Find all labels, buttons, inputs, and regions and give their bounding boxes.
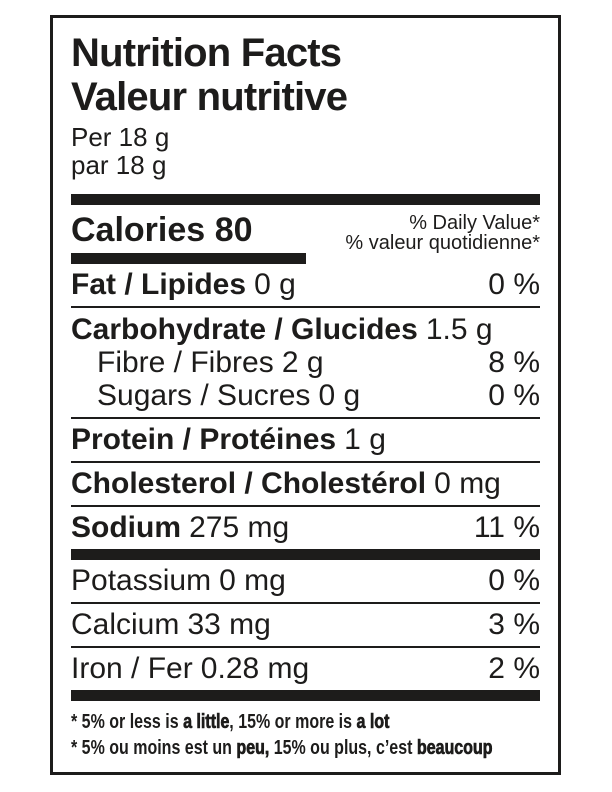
nutrient-row-sugars: [71, 379, 540, 412]
nutrient-amount: 2 g: [281, 346, 324, 379]
serving-size: [71, 123, 540, 179]
calories-row: [71, 211, 540, 253]
footnote-en-a-lot: a lot: [356, 711, 390, 733]
nutrient-amount: 0 g: [318, 379, 361, 412]
footnote-fr-peu: peu,: [236, 737, 270, 759]
title-fr: Valeur nutritive: [71, 75, 348, 119]
nutrient-name: Calcium: [71, 608, 180, 641]
footnote-en-a-little: a little: [183, 711, 230, 733]
nutrient-row-sodium: [71, 507, 540, 549]
nutrient-amount: 0.28 mg: [200, 652, 310, 685]
divider-thick-bottom: [71, 690, 540, 701]
nutrient-row-potassium: [71, 560, 540, 602]
nutrient-amount: 275 mg: [189, 511, 290, 544]
nutrient-dv: 0 %: [488, 268, 540, 301]
nutrient-row-protein: [71, 419, 540, 461]
serving-en: Per 18 g: [71, 122, 170, 152]
nutrient-name: Potassium: [71, 564, 212, 597]
calories-value: 80: [214, 211, 253, 249]
daily-value-header-fr: % valeur quotidienne*: [345, 232, 540, 254]
nutrient-amount: 0 mg: [219, 564, 286, 597]
serving-fr: par 18 g: [71, 150, 167, 180]
title-en: Nutrition Facts: [71, 31, 342, 75]
nutrient-row-fat: [71, 264, 540, 306]
divider-thick-middle: [71, 549, 540, 560]
footnote-en: [71, 709, 446, 735]
footnote-fr: [71, 735, 493, 761]
daily-value-header: [345, 213, 540, 253]
calories-label: Calories: [71, 211, 206, 249]
nutrient-dv: 3 %: [488, 608, 540, 641]
nutrient-amount: 0 mg: [434, 467, 501, 500]
nutrient-dv: 0 %: [488, 379, 540, 412]
nutrient-amount: 33 mg: [187, 608, 271, 641]
nutrient-dv: 8 %: [488, 346, 540, 379]
label-title: [71, 31, 540, 119]
footnote-fr-text: 15% ou plus, c’est: [269, 737, 417, 759]
nutrient-name: Sodium: [71, 511, 181, 544]
nutrient-row-fibre: [71, 346, 540, 379]
nutrient-dv: 2 %: [488, 652, 540, 685]
nutrient-name: Iron / Fer: [71, 652, 193, 685]
nutrient-row-iron: [71, 648, 540, 690]
calories-underline-bar: [71, 253, 306, 264]
nutrition-facts-label: [50, 15, 561, 775]
footnote-en-text: , 15% or more is: [229, 711, 357, 733]
carbohydrate-group: [71, 308, 540, 417]
footnote-fr-beaucoup: beaucoup: [416, 737, 493, 759]
footnote-en-text: * 5% or less is: [71, 711, 184, 733]
nutrient-dv: 11 %: [473, 511, 540, 544]
daily-value-header-en: % Daily Value*: [409, 212, 540, 234]
footnotes: [71, 709, 540, 761]
nutrient-row-cholesterol: [71, 463, 540, 505]
footnote-fr-text: * 5% ou moins est un: [71, 737, 237, 759]
nutrient-row-carbohydrate: [71, 313, 540, 346]
nutrient-name: Carbohydrate / Glucides: [71, 313, 418, 346]
nutrient-name: Protein / Protéines: [71, 423, 337, 456]
nutrient-name: Sugars / Sucres: [97, 379, 311, 412]
nutrient-amount: 1.5 g: [425, 313, 493, 346]
divider-thick-top: [71, 194, 540, 205]
nutrient-amount: 0 g: [254, 268, 296, 301]
nutrient-name: Fat / Lipides: [71, 268, 247, 301]
nutrient-name: Cholesterol / Cholestérol: [71, 467, 427, 500]
nutrient-dv: 0 %: [488, 564, 540, 597]
calories: [71, 211, 253, 253]
nutrient-amount: 1 g: [344, 423, 386, 456]
nutrient-row-calcium: [71, 604, 540, 646]
nutrient-name: Fibre / Fibres: [97, 346, 274, 379]
